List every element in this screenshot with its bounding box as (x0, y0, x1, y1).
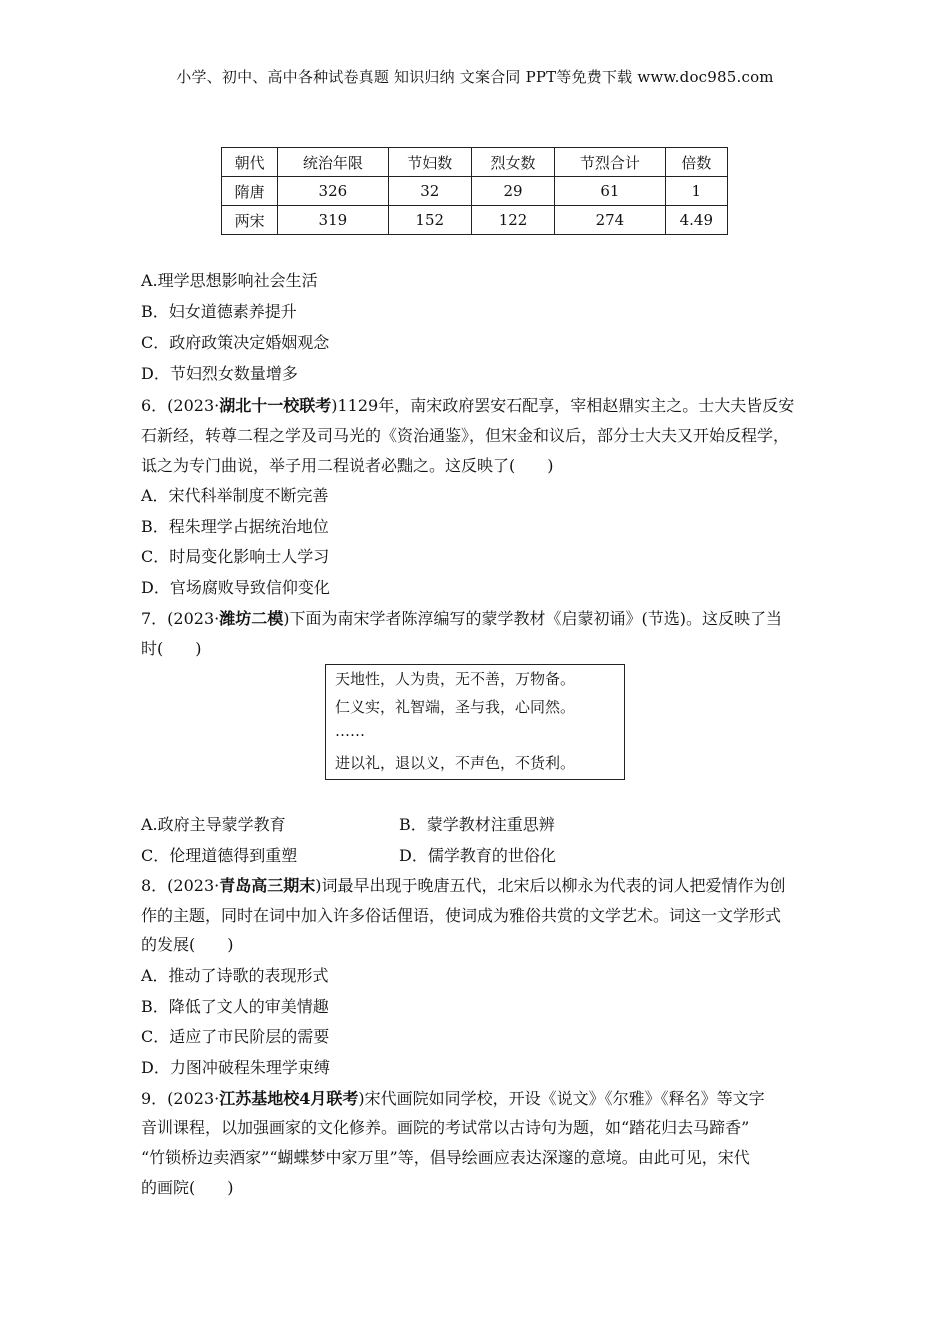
q5-option-c: C．政府政策决定婚姻观念 (141, 333, 330, 352)
q9-stem-line: 的画院( ) (141, 1178, 234, 1197)
text-excerpt-box (325, 664, 625, 780)
page-header: 小学、初中、高中各种试卷真题 知识归纳 文案合同 PPT等免费下载 www.doc985.com (176, 68, 774, 86)
question-source: 湖北十一校联考 (219, 396, 332, 415)
q8-stem-line: 作的主题，同时在词中加入许多俗话俚语，使词成为雅俗共赏的文学艺术。词这一文学形式 (141, 906, 782, 925)
q9-stem-line (141, 1086, 765, 1109)
table-cell: 319 (278, 206, 388, 235)
table-header-cell: 倍数 (665, 148, 727, 177)
q8-option-d: D．力图冲破程朱理学束缚 (141, 1058, 330, 1077)
q6-option-d: D．官场腐败导致信仰变化 (141, 578, 330, 597)
q7-option-c: C．伦理道德得到重塑 (141, 846, 298, 865)
q7-stem-line: 时( ) (141, 639, 202, 658)
q5-option-b: B．妇女道德素养提升 (141, 302, 297, 321)
excerpt-line: 进以礼，退以义，不声色，不货利。 (335, 754, 576, 772)
q7-option-d: D．儒学教育的世俗化 (399, 846, 556, 865)
table-header-cell: 节妇数 (388, 148, 471, 177)
data-table (221, 147, 728, 235)
question-source: 江苏基地校4月联考 (219, 1089, 359, 1108)
q8-option-c: C．适应了市民阶层的需要 (141, 1027, 330, 1046)
q6-option-c: C．时局变化影响士人学习 (141, 547, 330, 566)
q7-option-b: B．蒙学教材注重思辨 (399, 815, 555, 834)
table-cell: 29 (471, 177, 554, 206)
table-header-cell: 节烈合计 (555, 148, 665, 177)
excerpt-line: 仁义实，礼智端，圣与我，心同然。 (335, 698, 576, 716)
question-number: 6．(2023· (141, 396, 220, 415)
table-header-cell: 烈女数 (471, 148, 554, 177)
question-number: 8．(2023· (141, 876, 220, 895)
q8-stem-line: 的发展( ) (141, 935, 234, 954)
table-cell: 32 (388, 177, 471, 206)
table-cell: 274 (555, 206, 665, 235)
question-text: )1129年，南宋政府罢安石配享，宰相赵鼎实主之。士大夫皆反安 (331, 396, 795, 415)
q7-stem-line (141, 606, 782, 629)
question-number: 7．(2023· (141, 609, 220, 628)
table-header-cell: 朝代 (222, 148, 278, 177)
q6-option-a: A．宋代科举制度不断完善 (141, 486, 329, 505)
q5-option-d: D．节妇烈女数量增多 (141, 364, 298, 383)
table-cell: 两宋 (222, 206, 278, 235)
table-cell: 152 (388, 206, 471, 235)
table-row (222, 177, 728, 206)
table-header-cell: 统治年限 (278, 148, 388, 177)
question-source: 青岛高三期末 (219, 876, 316, 895)
q9-stem-line: “竹锁桥边卖酒家”“蝴蝶梦中家万里”等，倡导绘画应表达深邃的意境。由此可见，宋代 (141, 1148, 750, 1167)
table-row (222, 206, 728, 235)
q6-option-b: B．程朱理学占据统治地位 (141, 517, 329, 536)
excerpt-line: …… (335, 722, 365, 740)
table-header-row (222, 148, 728, 177)
q6-stem-line (141, 393, 794, 416)
table-cell: 1 (665, 177, 727, 206)
table-cell: 122 (471, 206, 554, 235)
question-text: )词最早出现于晚唐五代，北宋后以柳永为代表的词人把爱情作为创 (315, 876, 786, 895)
table-cell: 隋唐 (222, 177, 278, 206)
q9-stem-line: 音训课程，以加强画家的文化修养。画院的考试常以古诗句为题，如“踏花归去马蹄香” (141, 1118, 750, 1137)
q8-option-a: A．推动了诗歌的表现形式 (141, 966, 329, 985)
q6-stem-line: 石新经，转尊二程之学及司马光的《资治通鉴》，但宋金和议后，部分士大夫又开始反程学， (141, 426, 790, 445)
question-number: 9．(2023· (141, 1089, 220, 1108)
q8-option-b: B．降低了文人的审美情趣 (141, 997, 329, 1016)
table-cell: 326 (278, 177, 388, 206)
question-text: )宋代画院如同学校，开设《说文》《尔雅》《释名》等文字 (358, 1089, 765, 1108)
q5-option-a: A.理学思想影响社会生活 (141, 271, 318, 290)
excerpt-line: 天地性，人为贵，无不善，万物备。 (335, 670, 576, 688)
table-cell: 4.49 (665, 206, 727, 235)
q8-stem-line (141, 873, 786, 896)
q7-option-a: A.政府主导蒙学教育 (141, 815, 286, 834)
table-cell: 61 (555, 177, 665, 206)
question-text: )下面为南宋学者陈淳编写的蒙学教材《启蒙初诵》(节选)。这反映了当 (283, 609, 782, 628)
question-source: 潍坊二模 (219, 609, 284, 628)
q6-stem-line: 诋之为专门曲说，举子用二程说者必黜之。这反映了( ) (141, 456, 554, 475)
